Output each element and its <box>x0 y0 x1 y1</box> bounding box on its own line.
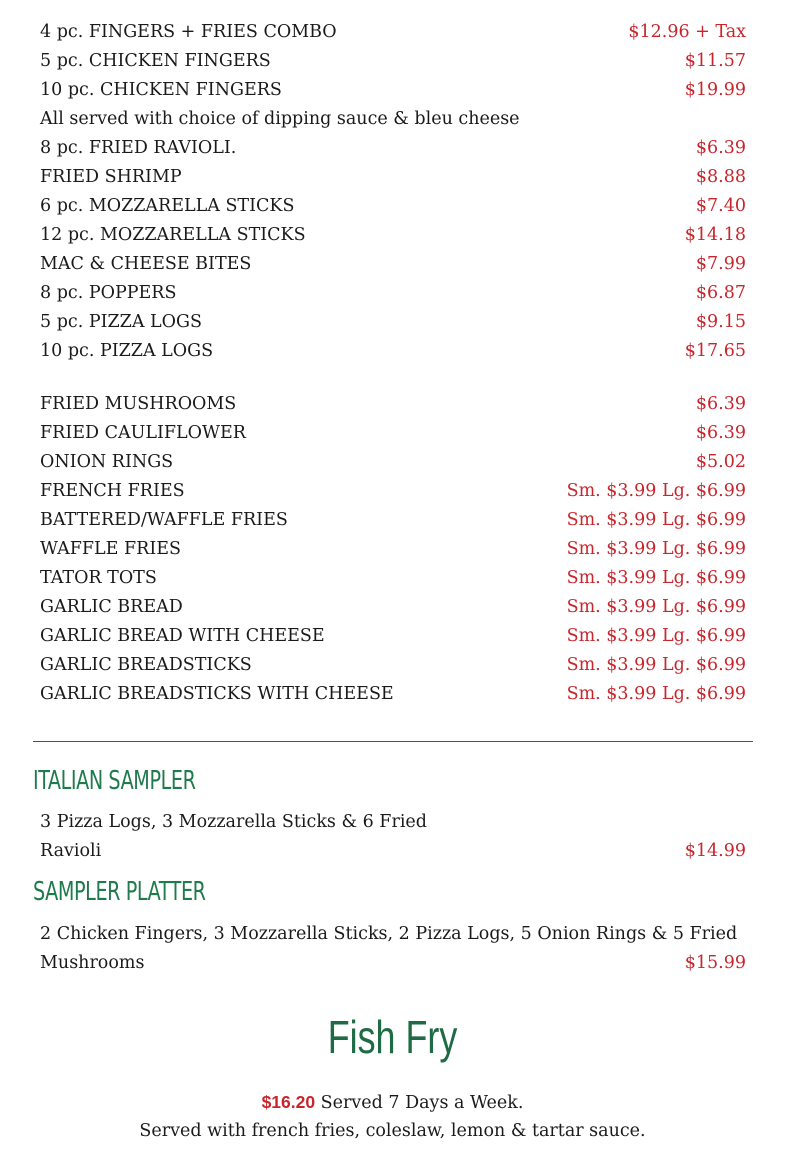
menu-item-price: Sm. $3.99 Lg. $6.99 <box>566 568 746 588</box>
fish-fry-price: $16.20 <box>261 1092 316 1112</box>
menu-item-price: $19.99 <box>684 80 746 100</box>
menu-item-price: Sm. $3.99 Lg. $6.99 <box>566 626 746 646</box>
fish-fry-line1 <box>0 1092 785 1113</box>
menu-item-name: GARLIC BREAD <box>40 597 183 617</box>
sampler-platter-desc-line2: Mushrooms <box>40 953 145 973</box>
menu-row <box>40 651 746 680</box>
menu-item-price: Sm. $3.99 Lg. $6.99 <box>566 684 746 704</box>
menu-item-name: FRIED SHRIMP <box>40 167 182 187</box>
menu-item-price: Sm. $3.99 Lg. $6.99 <box>566 655 746 675</box>
menu-item-price: Sm. $3.99 Lg. $6.99 <box>566 597 746 617</box>
menu-item-name: 12 pc. MOZZARELLA STICKS <box>40 225 306 245</box>
menu-item-name: GARLIC BREADSTICKS <box>40 655 252 675</box>
menu-row <box>40 134 746 163</box>
menu-item-name: 5 pc. PIZZA LOGS <box>40 312 202 332</box>
menu-item-name: 10 pc. CHICKEN FINGERS <box>40 80 282 100</box>
menu-item-price: $14.18 <box>684 225 746 245</box>
menu-group-fried-items <box>40 18 746 366</box>
menu-item-name: WAFFLE FRIES <box>40 539 181 559</box>
menu-item-price: $7.40 <box>695 196 746 216</box>
italian-sampler-desc-line1: 3 Pizza Logs, 3 Mozzarella Sticks & 6 Fried <box>40 812 427 832</box>
menu-item-name: GARLIC BREAD WITH CHEESE <box>40 626 325 646</box>
italian-sampler-title: ITALIAN SAMPLER <box>33 766 196 796</box>
fish-fry-line2: Served with french fries, coleslaw, lemon & tartar sauce. <box>139 1121 646 1141</box>
group-spacer <box>40 366 746 390</box>
menu-row <box>40 76 746 105</box>
menu-item-name: 6 pc. MOZZARELLA STICKS <box>40 196 295 216</box>
menu-row <box>40 448 746 477</box>
menu-row <box>40 419 746 448</box>
menu-item-name: BATTERED/WAFFLE FRIES <box>40 510 288 530</box>
menu-row <box>40 593 746 622</box>
menu-row <box>40 47 746 76</box>
menu-item-price: Sm. $3.99 Lg. $6.99 <box>566 510 746 530</box>
menu-item-price: $6.39 <box>695 138 746 158</box>
italian-sampler-price: $14.99 <box>684 841 746 861</box>
sampler-platter-title: SAMPLER PLATTER <box>33 877 206 907</box>
menu-row <box>40 163 746 192</box>
menu-item-name: FRENCH FRIES <box>40 481 185 501</box>
menu-item-price: $5.02 <box>695 452 746 472</box>
menu-item-name: FRIED MUSHROOMS <box>40 394 237 414</box>
sampler-platter-description <box>40 920 746 978</box>
menu-row <box>40 105 746 134</box>
menu-row <box>40 477 746 506</box>
menu-item-name: 10 pc. PIZZA LOGS <box>40 341 214 361</box>
menu-item-price: $7.99 <box>695 254 746 274</box>
menu-group-sides <box>40 390 746 709</box>
menu-item-price: Sm. $3.99 Lg. $6.99 <box>566 539 746 559</box>
menu-item-name: 8 pc. POPPERS <box>40 283 177 303</box>
menu-item-price: $6.87 <box>695 283 746 303</box>
menu-item-price: $17.65 <box>684 341 746 361</box>
sampler-platter-desc-line1: 2 Chicken Fingers, 3 Mozzarella Sticks, 2 Pizza Logs, 5 Onion Rings & 5 Fried <box>40 924 738 944</box>
menu-row <box>40 622 746 651</box>
menu-item-price: Sm. $3.99 Lg. $6.99 <box>566 481 746 501</box>
fish-fry-availability: Served 7 Days a Week. <box>315 1093 524 1113</box>
menu-row <box>40 390 746 419</box>
menu-row <box>40 337 746 366</box>
menu-item-name: 5 pc. CHICKEN FINGERS <box>40 51 271 71</box>
menu-item-name: 4 pc. FINGERS + FRIES COMBO <box>40 22 337 42</box>
menu-item-list <box>40 18 746 709</box>
menu-row <box>40 680 746 709</box>
italian-sampler-desc-line2: Ravioli <box>40 841 102 861</box>
sampler-platter-price: $15.99 <box>684 953 746 973</box>
fish-fry-title: Fish Fry <box>327 1011 458 1063</box>
menu-item-price: $12.96 + Tax <box>628 22 746 42</box>
menu-item-price: $6.39 <box>695 423 746 443</box>
menu-row <box>40 250 746 279</box>
menu-row <box>40 308 746 337</box>
menu-item-price: $9.15 <box>695 312 746 332</box>
menu-item-name: GARLIC BREADSTICKS WITH CHEESE <box>40 684 394 704</box>
section-divider <box>33 741 753 742</box>
menu-item-name: FRIED CAULIFLOWER <box>40 423 246 443</box>
menu-row <box>40 535 746 564</box>
menu-item-name: ONION RINGS <box>40 452 174 472</box>
menu-row <box>40 279 746 308</box>
italian-sampler-description <box>40 808 746 866</box>
menu-item-price: $6.39 <box>695 394 746 414</box>
menu-row <box>40 221 746 250</box>
menu-item-name: All served with choice of dipping sauce & bleu cheese <box>40 109 520 129</box>
menu-item-name: MAC & CHEESE BITES <box>40 254 252 274</box>
menu-row <box>40 18 746 47</box>
menu-row <box>40 564 746 593</box>
menu-item-name: 8 pc. FRIED RAVIOLI. <box>40 138 237 158</box>
menu-item-name: TATOR TOTS <box>40 568 157 588</box>
menu-item-price: $8.88 <box>695 167 746 187</box>
menu-row <box>40 506 746 535</box>
menu-item-price: $11.57 <box>684 51 746 71</box>
menu-row <box>40 192 746 221</box>
